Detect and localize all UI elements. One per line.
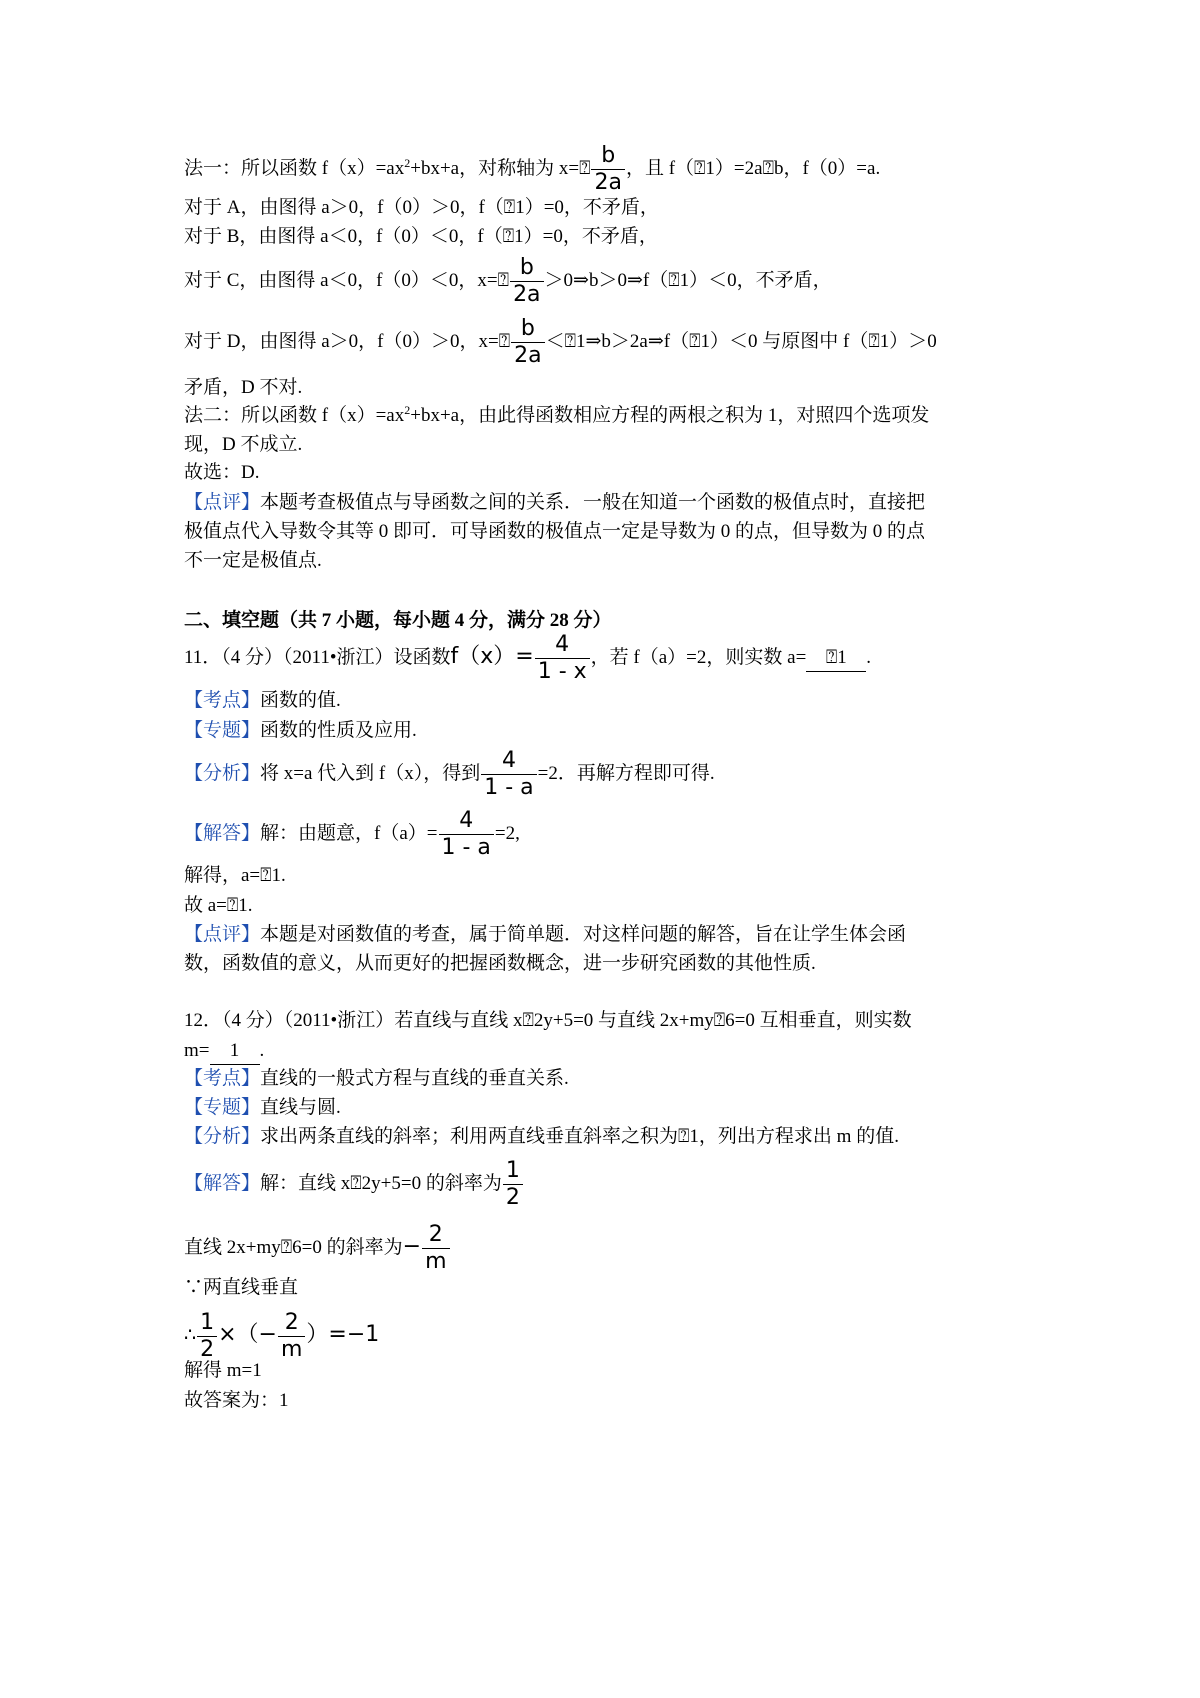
dianping-tag: 【点评】 [184,924,261,945]
therefore-symbol: ∴ [184,1324,197,1346]
fraction [197,1312,217,1361]
superscript: 2 [404,155,411,170]
method2-line [184,403,929,429]
denominator: 2a [591,169,624,194]
text: ＞0⇒b＞0⇒f（⍰1）＜0，不矛盾， [544,269,832,291]
method2-line2: 现，D 不成立. [184,434,303,455]
text: 求出两条直线的斜率；利用两直线垂直斜率之积为⍰1，列出方程求出 m 的值. [260,1126,899,1147]
q11-jieda [184,810,520,859]
q12-solve: 解得 m=1 [184,1360,262,1381]
fraction [511,318,544,367]
text: 本题是对函数值的考查，属于简单题．对这样问题的解答，旨在让学生体会函 [260,924,907,945]
review-tag: 【点评】 [184,492,261,513]
text: 直线 2x+my⍰6=0 的斜率为 [184,1236,403,1258]
q12-equation [184,1312,379,1361]
case-b: 对于 B，由图得 a＜0，f（0）＜0，f（⍰1）=0，不矛盾， [184,226,658,247]
q11-so: 故 a=⍰1. [184,895,253,916]
fraction [510,257,543,306]
q12-fenxi [184,1124,899,1150]
denominator: m [278,1336,305,1361]
numerator: 4 [501,748,516,773]
q12-answer-text: 故答案为：1 [184,1390,289,1411]
case-c [184,257,832,306]
text: 法二：所以函数 f（x）=ax [184,405,405,426]
q12-question: 12．（4 分）（2011•浙江）若直线与直线 x⍰2y+5=0 与直线 2x+my⍰6=0 互相垂直，则实数 [184,1010,912,1031]
text: m= [184,1040,210,1061]
q12-zhuanti [184,1095,341,1121]
text: 直线的一般式方程与直线的垂直关系. [260,1068,569,1089]
text: 法一：所以函数 f（x）=ax [184,157,405,179]
numerator: b [601,143,616,168]
q11-fenxi [184,750,715,799]
minus-sign: − [402,1233,422,1259]
q11-solve: 解得，a=⍰1. [184,865,286,886]
fraction [535,634,590,683]
case-d [184,318,937,367]
zhuanti-tag: 【专题】 [184,720,261,741]
jieda-tag: 【解答】 [184,822,261,844]
text: 解：直线 x⍰2y+5=0 的斜率为 [260,1172,502,1194]
q11-question [184,634,871,683]
section-heading: 二、填空题（共 7 小题，每小题 4 分，满分 28 分） [184,610,612,631]
text: +bx+a，对称轴为 x=⍰ [410,157,591,179]
denominator: 2 [197,1336,217,1361]
text: ，若 f（a）=2，则实数 a= [590,646,807,668]
numerator: b [519,255,534,280]
fenxi-tag: 【分析】 [184,762,261,784]
fraction [591,145,624,194]
zhuanti-tag: 【专题】 [184,1097,261,1118]
method1-line [184,145,880,194]
superscript: 2 [404,403,411,417]
text: 本题考查极值点与导函数之间的关系．一般在知道一个函数的极值点时，直接把 [260,492,926,513]
text: 直线与圆. [260,1097,341,1118]
denominator: 1 - x [535,658,590,683]
fraction [422,1224,449,1273]
text: . [866,646,872,668]
case-a: 对于 A，由图得 a＞0，f（0）＞0，f（⍰1）=0，不矛盾， [184,197,659,218]
fraction [503,1160,523,1209]
text: 11．（4 分）（2011•浙江）设函数 [184,646,451,668]
equation-rhs: ）=−1 [306,1321,380,1347]
q11-zhuanti [184,718,417,744]
denominator: 2 [503,1184,523,1209]
review-line1 [184,490,925,516]
kaodian-tag: 【考点】 [184,690,261,711]
kaodian-tag: 【考点】 [184,1068,261,1089]
numerator: 2 [428,1222,443,1247]
q12-answer-line [184,1038,264,1065]
answer-blank: 1 [210,1038,260,1065]
jieda-tag: 【解答】 [184,1172,261,1194]
fraction [481,750,536,799]
text: 对于 D，由图得 a＞0，f（0）＞0，x=⍰ [184,330,511,352]
fraction [278,1312,305,1361]
denominator: m [422,1248,449,1273]
q12-kaodian [184,1066,569,1092]
text: =2, [494,822,520,844]
text: ，且 f（⍰1）=2a⍰b，f（0）=a. [625,157,881,179]
answer-blank: ⍰1 [806,645,866,672]
text: . [259,1040,265,1061]
numerator: 4 [555,632,570,657]
denominator: 2a [511,342,544,367]
q11-kaodian [184,688,341,714]
q12-slope-line2 [184,1224,451,1273]
equation-middle: ×（− [218,1321,277,1347]
fenxi-tag: 【分析】 [184,1126,261,1147]
text: 解：由题意，f（a）= [260,822,438,844]
denominator: 1 - a [439,834,494,859]
function-lhs: f（x）= [450,643,534,669]
numerator: 2 [284,1310,299,1335]
text: 函数的值. [260,690,341,711]
denominator: 2a [510,281,543,306]
q11-dianping-line2: 数，函数值的意义，从而更好的把握函数概念，进一步研究函数的其他性质. [184,953,816,974]
denominator: 1 - a [481,774,536,799]
text: 函数的性质及应用. [260,720,417,741]
review-line3: 不一定是极值点. [184,550,322,571]
q12-because: ∵两直线垂直 [184,1277,299,1298]
numerator: 1 [505,1158,520,1183]
text: +bx+a，由此得函数相应方程的两根之积为 1，对照四个选项发 [410,405,930,426]
case-d-continued: 矛盾，D 不对. [184,377,303,398]
q12-jieda [184,1160,524,1209]
choose-answer: 故选：D. [184,462,260,483]
numerator: 1 [200,1310,215,1335]
text: 将 x=a 代入到 f（x），得到 [260,762,481,784]
q11-dianping [184,922,906,948]
text: ＜⍰1⇒b＞2a⇒f（⍰1）＜0 与原图中 f（⍰1）＞0 [545,330,937,352]
fraction [439,810,494,859]
text: 对于 C，由图得 a＜0，f（0）＜0，x=⍰ [184,269,510,291]
review-line2: 极值点代入导数令其等 0 即可．可导函数的极值点一定是导数为 0 的点，但导数为 0 的点 [184,521,926,542]
numerator: b [520,316,535,341]
text: =2．再解方程即可得. [537,762,715,784]
numerator: 4 [459,808,474,833]
